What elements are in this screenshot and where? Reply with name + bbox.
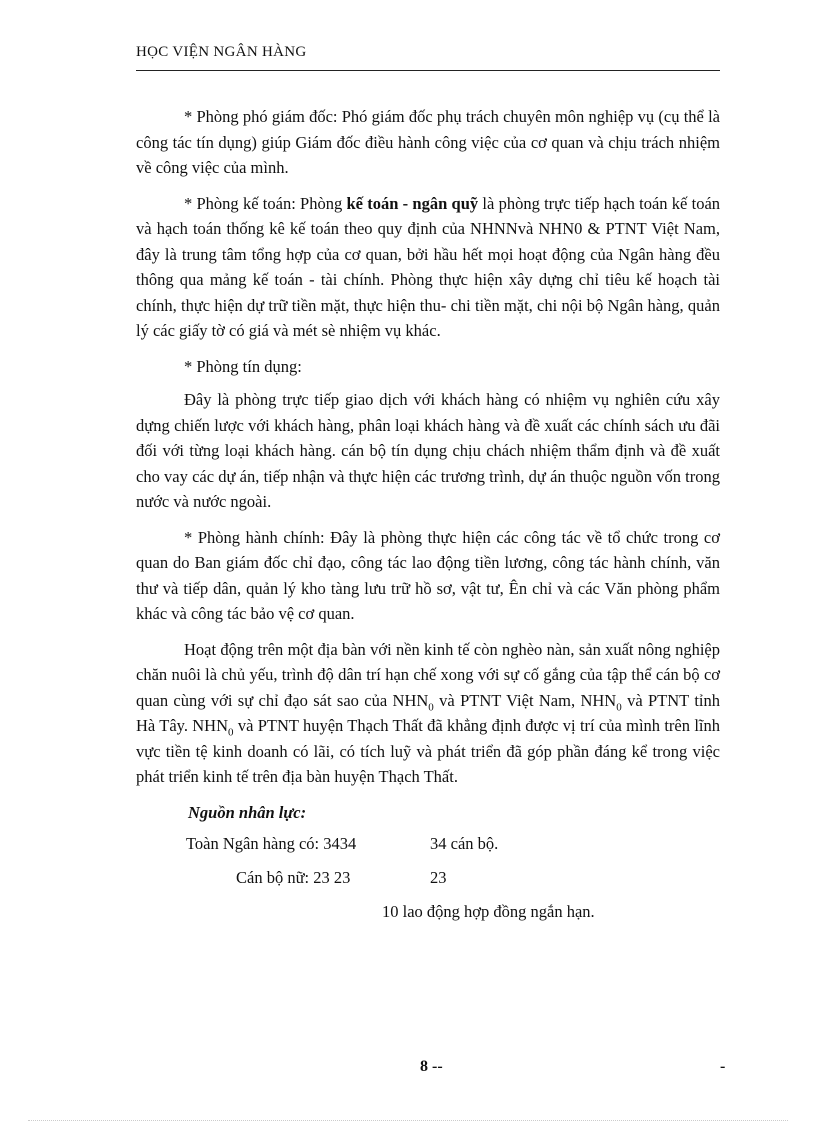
staff-female-label: Cán bộ nữ: 23 23 — [236, 868, 351, 887]
footer-dash: - — [720, 1058, 726, 1075]
staff-contract-row — [136, 893, 720, 927]
operations-subscript-2: 0 — [616, 700, 622, 713]
operations-subscript-1: 0 — [428, 700, 434, 713]
paragraph-deputy-director: * Phòng phó giám đốc: Phó giám đốc phụ trách chuyên môn nghiệp vụ (cụ thể là công tác tín dụng) giúp Giám đốc điều hành công việc của cơ quan và chịu trách nhiệm về công việc của mình. — [136, 107, 720, 177]
paragraph-administration: * Phòng hành chính: Đây là phòng thực hiện các công tác về tổ chức trong cơ quan do Ban giám đốc chỉ đạo, công tác lao động tiền lương, công tác hành chính, văn thư và tiếp dân, quản lý kho tàng lưu trữ hồ sơ, vật tư, Ên chỉ và các Văn phòng phẩm khác và công tác bảo vệ cơ quan. — [136, 527, 720, 623]
paragraph-credit-body: Đây là phòng trực tiếp giao dịch với khách hàng có nhiệm vụ nghiên cứu xây dựng chiến lược với khách hàng, phân loại khách hàng và đề xuất các chính sách ưu đãi đối với từng loại khách hàng. cán bộ tín dụng chịu chách nhiệm thẩm định và đề xuất cho vay các dự án, tiếp nhận và thực hiện các trương trình, dự án thuộc nguồn vốn trong nước và nước ngoài. — [136, 390, 720, 511]
operations-text-d: và PTNT huyện Thạch Thất đã khẳng định được vị trí của mình trên lĩnh vực tiền tệ kinh doanh có lãi, có tích luỹ và phát triển đã góp phần đáng kể trong việc phát triển kinh tế trên địa bàn huyện Thạch Thất. — [136, 716, 720, 786]
paragraph-operations — [136, 637, 720, 790]
operations-text-c: và PTNT tỉnh Hà Tây. NHN — [136, 690, 720, 735]
paragraph-accounting-body: là phòng trực tiếp hạch toán kế toán và hạch toán thống kê kế toán theo quy định của NHNNvà NHN0 & PTNT Việt Nam, đây là trung tâm tổng hợp của cơ quan, bởi hầu hết mọi hoạt động của Ngân hàng đều thông qua mảng kế toán - tài chính. Phòng thực hiện xây dựng chỉ tiêu kế hoạch tài chính, thực hiện dự trữ tiền mặt, thực hiện thu- chi tiền mặt, chi nội bộ Ngân hàng, quản lý các giấy tờ có giá và mét sè nhiệm vụ khác. — [136, 193, 721, 340]
staff-section-title: Nguồn nhân lực: — [188, 802, 307, 822]
operations-text-b: và PTNT Việt Nam, NHN — [433, 690, 617, 710]
staff-total-label: Toàn Ngân hàng có: 3434 — [186, 834, 357, 853]
staff-total-value: 34 cán bộ. — [430, 834, 499, 853]
header-divider — [136, 70, 720, 71]
document-body — [136, 104, 720, 927]
paragraph-accounting-intro: * Phòng kế toán: Phòng — [184, 193, 347, 213]
staff-female-row — [136, 859, 720, 893]
page-bottom-border — [28, 1120, 788, 1121]
staff-contract-note: 10 lao động hợp đồng ngắn hạn. — [382, 902, 595, 921]
paragraph-credit-heading: * Phòng tín dụng: — [184, 356, 302, 376]
staff-female-value: 23 — [430, 868, 447, 887]
staff-total-row — [136, 825, 720, 859]
paragraph-accounting-bold-term: kế toán - ngân quỹ — [346, 193, 479, 213]
page-header-title: HỌC VIỆN NGÂN HÀNG — [136, 44, 307, 60]
operations-subscript-3: 0 — [228, 726, 234, 739]
page-number: 8 -- — [420, 1058, 443, 1075]
operations-text-a: Hoạt động trên một địa bàn với nền kinh tế còn nghèo nàn, sản xuất nông nghiệp chăn nuôi là chủ yếu, trình độ dân trí hạn chế xong với sự cố gắng của tập thể cán bộ cơ quan cùng với sự chỉ đạo sát sao của NHN — [136, 639, 720, 710]
paragraph-accounting — [136, 191, 720, 344]
